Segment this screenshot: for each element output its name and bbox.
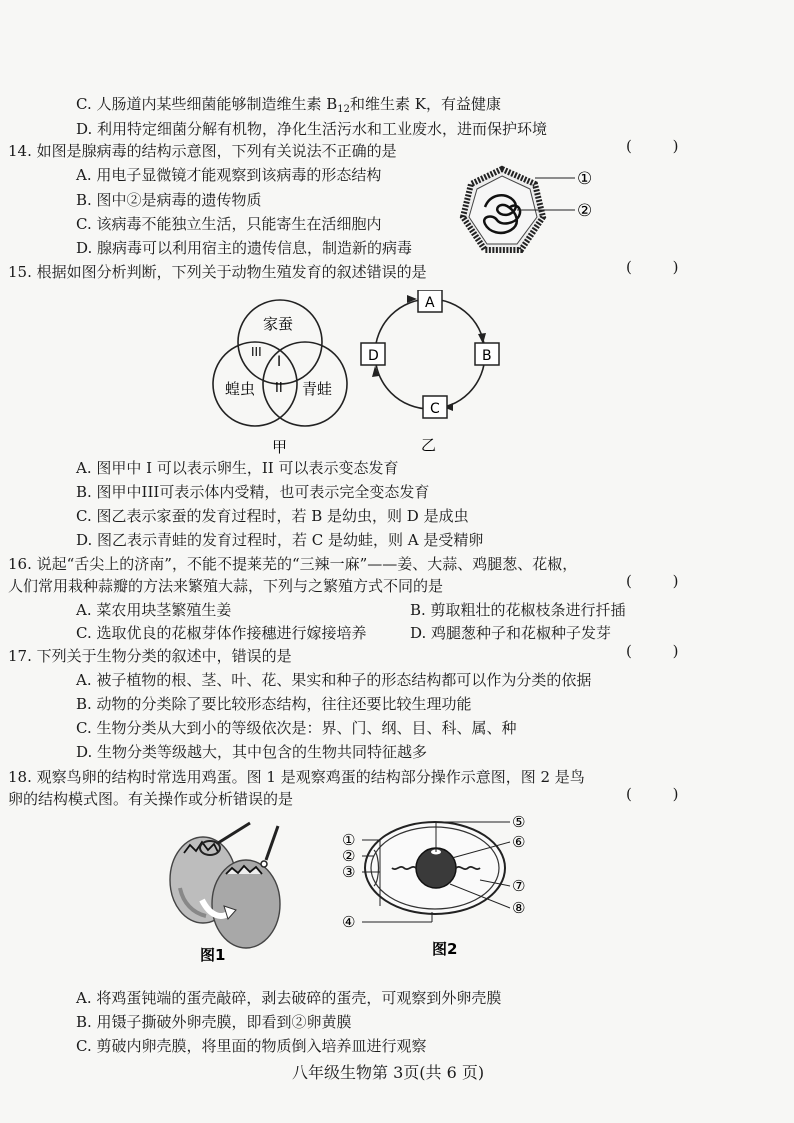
q15-option-d: D. 图乙表示青蛙的发育过程时，若 C 是幼蛙，则 A 是受精卵 [76,531,484,549]
virus-label-2: ② [577,201,593,221]
venn-diagram-jia [205,294,355,456]
tweezers-shaft [218,823,250,843]
venn-region-2: II [275,381,283,396]
venn-caption: 甲 [272,438,288,456]
egg-label-8: ⑧ [512,899,526,917]
q17-option-a: A. 被子植物的根、茎、叶、花、果实和种子的形态结构都可以作为分类的依据 [76,671,592,689]
egg-operation-figure [158,818,318,966]
q15-option-b: B. 图甲中III可表示体内受精，也可表示完全变态发育 [76,483,430,501]
q17-option-d: D. 生物分类等级越大，其中包含的生物共同特征越多 [76,743,428,761]
q13-option-c-subscript: 12 [337,104,351,115]
q15-stem: 15. 根据如图分析判断，下列关于动物生殖发育的叙述错误的是 [8,263,427,281]
venn-label-silkworm: 家蚕 [263,315,294,333]
egg-label-3: ③ [342,863,356,881]
cycle-caption: 乙 [421,436,437,454]
cycle-label-a: A [425,295,435,311]
page-footer: 八年级生物第 3页(共 6 页) [292,1063,485,1082]
q18-stem-line2: 卵的结构模式图。有关操作或分析错误的是 [8,790,294,808]
q15-answer-bracket: ( ) [626,258,697,276]
cycle-label-c: C [430,401,440,417]
q14-option-b: B. 图中②是病毒的遗传物质 [76,191,262,209]
q15-option-a: A. 图甲中 I 可以表示卵生，II 可以表示变态发育 [76,459,399,477]
q16-option-a: A. 菜农用块茎繁殖生姜 [76,601,232,619]
egg-label-6: ⑥ [512,833,526,851]
q17-option-c: C. 生物分类从大到小的等级依次是：界、门、纲、目、科、属、种 [76,719,517,737]
q18-answer-bracket: ( ) [626,785,697,803]
needle-icon [266,826,278,860]
q14-option-c: C. 该病毒不能独立生活，只能寄生在活细胞内 [76,215,382,233]
q17-answer-bracket: ( ) [626,642,697,660]
q18-option-a: A. 将鸡蛋钝端的蛋壳敲碎，剥去破碎的蛋壳，可观察到外卵壳膜 [76,989,502,1007]
figure1-caption: 图1 [200,946,226,964]
q14-option-d: D. 腺病毒可以利用宿主的遗传信息，制造新的病毒 [76,239,413,257]
q18-option-c: C. 剪破内卵壳膜，将里面的物质倒入培养皿进行观察 [76,1037,427,1055]
cycle-ring [375,299,485,409]
q13-option-c-text-a: C. 人肠道内某些细菌能够制造维生素 B [76,95,338,113]
adenovirus-diagram [455,162,615,262]
q16-option-b: B. 剪取粗壮的花椒枝条进行扦插 [410,601,626,619]
q18-option-b: B. 用镊子撕破外卵壳膜，即看到②卵黄膜 [76,1013,352,1031]
venn-region-1: I [277,354,282,370]
figure2-caption: 图2 [432,940,458,958]
cycle-diagram-yi [355,290,505,460]
q16-option-d: D. 鸡腿葱种子和花椒种子发芽 [410,624,612,642]
q17-stem: 17. 下列关于生物分类的叙述中，错误的是 [8,647,292,665]
egg-label-5: ⑤ [512,813,526,831]
q14-stem: 14. 如图是腺病毒的结构示意图，下列有关说法不正确的是 [8,142,397,160]
virus-label-1: ① [577,169,593,189]
venn-label-locust: 蝗虫 [225,380,256,398]
q14-answer-bracket: ( ) [626,137,697,155]
cycle-label-b: B [482,348,492,364]
egg-label-4: ④ [342,913,356,931]
venn-label-frog: 青蛙 [302,380,333,398]
q16-stem-line2: 人们常用栽种蒜瓣的方法来繁殖大蒜，下列与之繁殖方式不同的是 [8,577,444,595]
bird-egg-structure-diagram [340,810,540,960]
egg-label-2: ② [342,847,356,865]
egg-label-7: ⑦ [512,877,526,895]
q16-stem-line1: 16. 说起“舌尖上的济南”，不能不提莱芜的“三辣一麻”——姜、大蒜、鸡腿葱、花椒， [8,555,578,573]
q16-option-c: C. 选取优良的花椒芽体作接穗进行嫁接培养 [76,624,367,642]
q14-option-a: A. 用电子显微镜才能观察到该病毒的形态结构 [76,166,382,184]
cycle-label-d: D [368,348,379,364]
q13-option-c [76,94,501,120]
q16-answer-bracket: ( ) [626,572,697,590]
needle-tip-icon [261,861,267,867]
egg-label-1: ① [342,831,356,849]
q15-option-c: C. 图乙表示家蚕的发育过程时，若 B 是幼虫，则 D 是成虫 [76,507,469,525]
q13-option-d: D. 利用特定细菌分解有机物，净化生活污水和工业废水，进而保护环境 [76,120,548,138]
q13-option-c-text-b: 和维生素 K，有益健康 [350,95,501,113]
q18-stem-line1: 18. 观察鸟卵的结构时常选用鸡蛋。图 1 是观察鸡蛋的结构部分操作示意图，图 2 是鸟 [8,768,585,786]
q17-option-b: B. 动物的分类除了要比较形态结构，往往还要比较生理功能 [76,695,472,713]
venn-region-3: III [251,345,262,359]
